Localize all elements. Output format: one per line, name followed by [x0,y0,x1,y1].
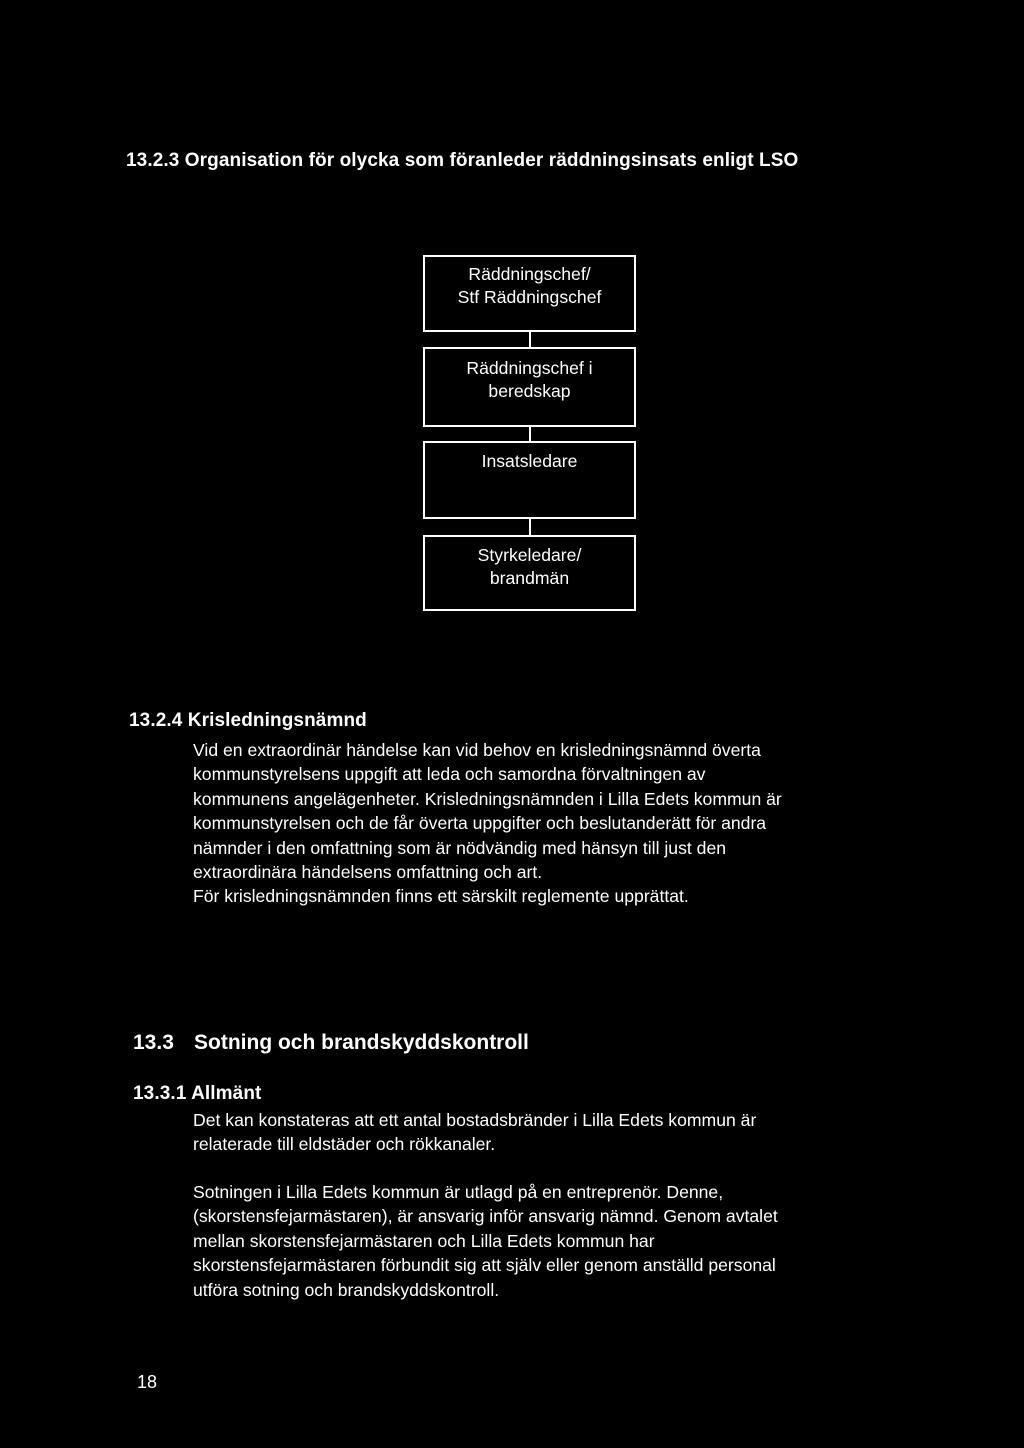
section-heading-13-2-4: 13.2.4 Krisledningsnämnd [129,710,367,731]
org-box-raddningschef [423,255,636,332]
section-heading-13-3-1: 13.3.1 Allmänt [133,1083,262,1104]
paragraph-line: kommunstyrelsens uppgift att leda och samordna förvaltningen av [193,764,706,785]
paragraph-line: kommunens angelägenheter. Krisledningsnämnden i Lilla Edets kommun är [193,788,782,809]
krisledning-paragraph [193,738,782,909]
org-box-raddningschef-beredskap [423,347,636,427]
org-box-line: Styrkeledare/ [477,545,582,565]
allmant-paragraph-1 [193,1108,756,1157]
org-box-line: Insatsledare [481,451,578,471]
paragraph-line: För krisledningsnämnden finns ett särskilt reglemente upprättat. [193,886,689,907]
org-box-line: Räddningschef/ [468,264,591,284]
org-connector [529,427,531,442]
section-heading-13-2-3: 13.2.3 Organisation för olycka som föranleder räddningsinsats enligt LSO [126,150,799,171]
org-box-line: Stf Räddningschef [457,287,602,307]
org-box-styrkeledare [423,535,636,611]
paragraph-line: Det kan konstateras att ett antal bostadsbränder i Lilla Edets kommun är [193,1110,757,1130]
paragraph-line: mellan skorstensfejarmästaren och Lilla Edets kommun har [193,1230,655,1251]
paragraph-line: Vid en extraordinär händelse kan vid behov en krisledningsnämnd överta [193,740,761,760]
paragraph-line: extraordinära händelsens omfattning och art. [193,862,543,883]
section-title-13-3: Sotning och brandskyddskontroll [194,1031,529,1054]
paragraph-line: nämnder i den omfattning som är nödvändig med hänsyn till just den [193,837,727,858]
paragraph-line: relaterade till eldstäder och rökkanaler. [193,1134,496,1155]
paragraph-line: utföra sotning och brandskyddskontroll. [193,1279,500,1300]
section-number-13-3: 13.3 [133,1031,174,1054]
org-box-line: Räddningschef i [466,358,593,378]
allmant-paragraph-2 [193,1180,778,1302]
org-connector [529,519,531,536]
org-connector [529,332,531,348]
paragraph-line: skorstensfejarmästaren förbundit sig att själv eller genom anställd personal [193,1255,776,1276]
paragraph-line: kommunstyrelsen och de får överta uppgifter och beslutanderätt för andra [193,813,767,834]
org-box-line: brandmän [489,568,570,588]
page-number: 18 [137,1372,158,1392]
org-box-line: beredskap [488,381,571,401]
org-box-insatsledare [423,441,636,519]
paragraph-line: Sotningen i Lilla Edets kommun är utlagd på en entreprenör. Denne, [193,1182,724,1202]
paragraph-line: (skorstensfejarmästaren), är ansvarig inför ansvarig nämnd. Genom avtalet [193,1206,778,1227]
